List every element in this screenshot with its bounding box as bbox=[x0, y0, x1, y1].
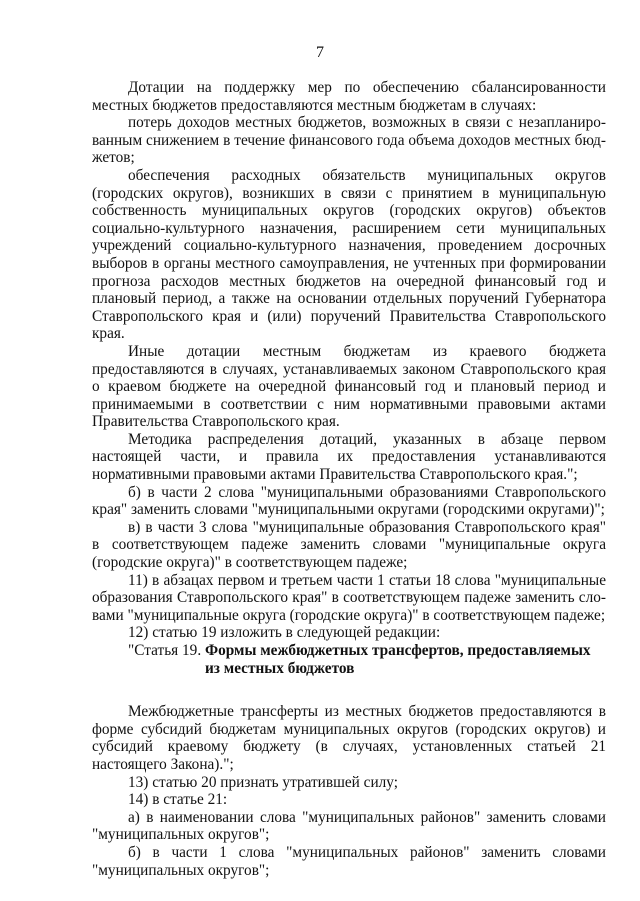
paragraph-methodology: Методика распределения дотаций, указанных в абзаце первом настоящей части, и правила их предоставления устанавливаются нормативными правовыми актами Правительства Ставропольского края."; bbox=[92, 430, 606, 484]
paragraph-item-11: 11) в абзацах первом и третьем части 1 статьи 18 слова "муниципальные образования Ставропольского края" в соответствующем падеже заменить словами "муниципальные округа (городские округа)" в соответствующем падеже; bbox=[92, 571, 606, 624]
paragraph-revenue-loss: потерь доходов местных бюджетов, возможных в связи с незапланированным снижением в течение финансового года объема доходов местных бюджетов; bbox=[92, 114, 606, 167]
spacer bbox=[92, 677, 606, 703]
paragraph-amendment-b: б) в части 2 слова "муниципальными образованиями Ставропольского края" заменить словами "муниципальными округами (городскими округами)"; bbox=[92, 483, 606, 519]
page-number: 7 bbox=[316, 44, 324, 61]
paragraph-item-14-a: а) в наименовании слова "муниципальных районов" заменить словами "муниципальных округов"; bbox=[92, 808, 606, 844]
paragraph-item-14: 14) в статье 21: bbox=[128, 791, 228, 809]
paragraph-other-subsidies: Иные дотации местным бюджетам из краевого бюджета предоставляются в случаях, устанавливаемых законом Ставропольского края о краевом бюджете на очередной финансовый год и плановый период и принимаемыми в соответствии с ним нормативными правовыми актами Правительства Ставропольского края. bbox=[92, 342, 606, 431]
paragraph-expense-obligations: обеспечения расходных обязательств муниципальных округов (городских округов), возникших в связи с принятием в муниципальную собственность муниципальных округов (городских округов) объектов социально-культурного назначения, расширением сети муниципальных учреждений социально-культурного назначения, проведением досрочных выборов в органы местного самоуправления, не учтенных при формировании прогноза расходов местных бюджетов на очередной финансовый год и плановый период, а также на основании отдельных поручений Губернатора Ставропольского края и (или) поручений Правительства Ставропольского края. bbox=[92, 166, 606, 343]
document-body bbox=[92, 79, 606, 879]
paragraph-item-14-b: б) в части 1 слова "муниципальных районов" заменить словами "муниципальных округов"; bbox=[92, 843, 606, 879]
article-heading bbox=[92, 642, 606, 677]
article-title: Формы межбюджетных трансфертов, предоставляемых из местных бюджетов bbox=[204, 642, 591, 677]
paragraph-item-12: 12) статью 19 изложить в следующей редакции: bbox=[128, 624, 441, 642]
paragraph-subsidies-intro: Дотации на поддержку мер по обеспечению сбалансированности местных бюджетов предоставляются местным бюджетам в случаях: bbox=[92, 79, 606, 114]
article-prefix: "Статья 19. bbox=[128, 642, 205, 659]
paragraph-item-13: 13) статью 20 признать утратившей силу; bbox=[128, 773, 398, 791]
paragraph-amendment-v: в) в части 3 слова "муниципальные образования Ставропольского края" в соответствующем падеже заменить словами "муниципальные округа (городские округа)" в соответствующем падеже; bbox=[92, 518, 606, 572]
paragraph-transfers: Межбюджетные трансферты из местных бюджетов предоставляются в форме субсидий бюджетам муниципальных округов (городских округов) и субсидий краевому бюджету (в случаях, установленных статьей 21 настоящего Закона)."; bbox=[92, 703, 606, 773]
